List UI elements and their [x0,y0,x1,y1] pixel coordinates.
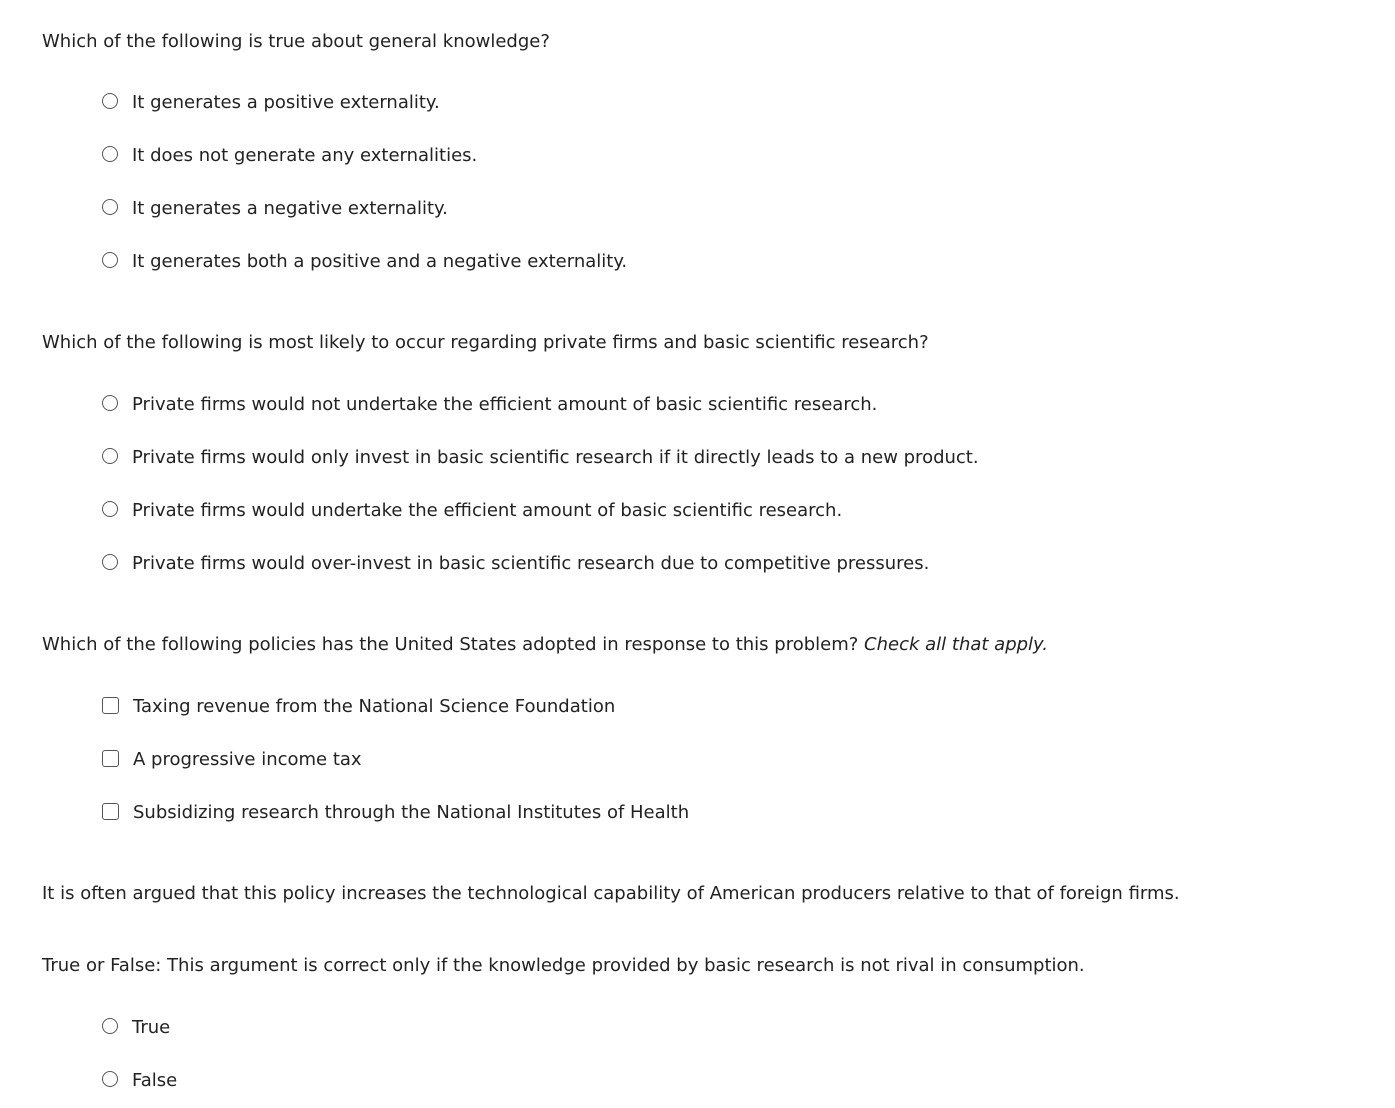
q2-option-only-new-product[interactable] [102,445,979,471]
question-3-prompt [42,633,1048,657]
q4-option-false[interactable] [102,1068,177,1094]
radio-button-icon[interactable] [102,199,118,215]
radio-button-icon[interactable] [102,501,118,517]
option-label: Private firms would only invest in basic scientific research if it directly leads to a new product. [132,447,979,468]
option-label: Private firms would over-invest in basic scientific research due to competitive pressures. [132,553,930,574]
checkbox-icon[interactable] [102,803,119,820]
radio-button-icon[interactable] [102,1018,118,1034]
checkbox-icon[interactable] [102,697,119,714]
q1-option-negative-externality[interactable] [102,196,448,222]
q3-option-progressive-tax[interactable] [102,747,362,773]
q2-option-over-invest[interactable] [102,551,929,577]
q1-option-both-externalities[interactable] [102,249,627,275]
option-label: Taxing revenue from the National Science Foundation [133,696,616,717]
check-all-instruction: Check all that apply. [864,634,1049,655]
radio-button-icon[interactable] [102,554,118,570]
question-2-prompt: Which of the following is most likely to occur regarding private firms and basic scientific research? [42,332,929,353]
question-1-prompt: Which of the following is true about general knowledge? [42,31,550,52]
option-label: It generates both a positive and a negative externality. [132,251,628,272]
radio-button-icon[interactable] [102,146,118,162]
radio-button-icon[interactable] [102,448,118,464]
q2-option-not-efficient[interactable] [102,392,877,418]
checkbox-icon[interactable] [102,750,119,767]
q4-option-true[interactable] [102,1015,170,1041]
option-label: True [132,1017,171,1038]
option-label: Subsidizing research through the National Institutes of Health [133,802,690,823]
q1-option-no-externalities[interactable] [102,143,477,169]
q3-option-subsidizing-nih[interactable] [102,800,689,826]
option-label: It generates a negative externality. [132,198,448,219]
q3-option-taxing-nsf[interactable] [102,694,615,720]
option-label: Private firms would undertake the efficient amount of basic scientific research. [132,500,843,521]
option-label: It generates a positive externality. [132,92,440,113]
option-label: Private firms would not undertake the efficient amount of basic scientific research. [132,394,878,415]
option-label: False [132,1070,178,1091]
policy-argument-statement: It is often argued that this policy increases the technological capability of American producers relative to that of foreign firms. [42,883,1180,904]
option-label: A progressive income tax [133,749,362,770]
question-3-text: Which of the following policies has the United States adopted in response to this problem? [42,634,859,655]
option-label: It does not generate any externalities. [132,145,478,166]
radio-button-icon[interactable] [102,93,118,109]
radio-button-icon[interactable] [102,395,118,411]
radio-button-icon[interactable] [102,1071,118,1087]
q2-option-efficient[interactable] [102,498,842,524]
q1-option-positive-externality[interactable] [102,90,440,116]
radio-button-icon[interactable] [102,252,118,268]
question-4-prompt: True or False: This argument is correct only if the knowledge provided by basic research is not rival in consumption. [42,955,1085,976]
